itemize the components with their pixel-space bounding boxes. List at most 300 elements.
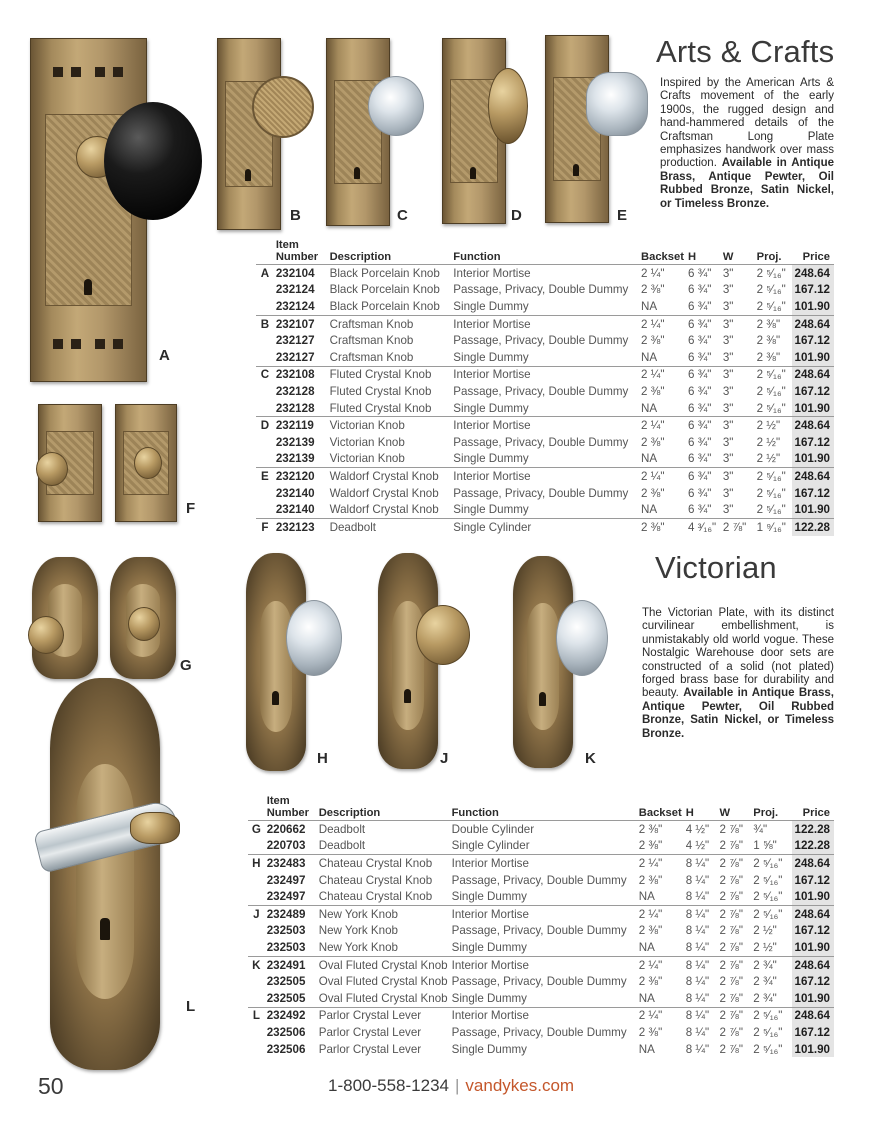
lever-rose-icon xyxy=(130,812,180,844)
price: 248.64 xyxy=(792,366,834,383)
row-letter xyxy=(256,501,274,518)
height: 8 ¼" xyxy=(685,924,710,938)
backset: NA xyxy=(638,1042,655,1056)
height: 6 ¾" xyxy=(686,315,721,332)
function: Single Dummy xyxy=(453,503,529,517)
description: Black Porcelain Knob xyxy=(328,265,452,282)
row-letter xyxy=(248,990,265,1007)
width: 3" xyxy=(722,299,734,313)
description: Fluted Crystal Knob xyxy=(329,401,432,415)
description: New York Knob xyxy=(317,905,450,922)
description: Chateau Crystal Knob xyxy=(317,855,450,872)
price: 248.64 xyxy=(792,905,834,922)
item-number: 232140 xyxy=(275,486,315,500)
projection: 2 ⁵⁄₁₆" xyxy=(756,503,786,517)
height: 6 ¾" xyxy=(687,452,712,466)
header-w: W xyxy=(721,240,755,265)
row-letter xyxy=(248,838,265,855)
item-number: 232128 xyxy=(275,384,315,398)
backset: 2 ⅜" xyxy=(638,975,663,989)
product-image-g-cylinder xyxy=(110,557,176,679)
width: 3" xyxy=(722,384,734,398)
projection: 2 ⁵⁄₁₆" xyxy=(755,468,793,485)
table-row xyxy=(248,939,834,956)
price: 248.64 xyxy=(792,417,834,434)
item-number: 232124 xyxy=(275,299,315,313)
item-number: 232505 xyxy=(266,975,306,989)
width: 2 ⅞" xyxy=(719,1042,743,1056)
function: Passage, Privacy, Double Dummy xyxy=(453,283,629,297)
price: 167.12 xyxy=(792,383,834,400)
price: 167.12 xyxy=(792,923,834,940)
description: Fluted Crystal Knob xyxy=(329,384,432,398)
image-letter-f: F xyxy=(186,500,196,517)
description: Craftsman Knob xyxy=(328,315,452,332)
function: Interior Mortise xyxy=(450,855,637,872)
backset: NA xyxy=(638,991,655,1005)
projection: 2 ⁵⁄₁₆" xyxy=(756,384,786,398)
row-letter xyxy=(248,872,265,889)
description: Parlor Crystal Lever xyxy=(318,1042,422,1056)
description: Waldorf Crystal Knob xyxy=(329,486,439,500)
backset: NA xyxy=(641,350,658,364)
image-letter-d: D xyxy=(511,207,522,224)
backset: NA xyxy=(641,503,658,517)
table-row xyxy=(256,468,834,485)
height: 8 ¼" xyxy=(685,991,710,1005)
height: 6 ¾" xyxy=(687,503,712,517)
function: Single Cylinder xyxy=(451,839,530,853)
table-row xyxy=(256,298,834,315)
backset: NA xyxy=(638,940,655,954)
table-row xyxy=(256,485,834,502)
function: Passage, Privacy, Double Dummy xyxy=(453,384,629,398)
function: Passage, Privacy, Double Dummy xyxy=(453,334,629,348)
function: Passage, Privacy, Double Dummy xyxy=(451,975,627,989)
function: Passage, Privacy, Double Dummy xyxy=(453,435,629,449)
row-letter xyxy=(256,434,274,451)
projection: 2 ⁵⁄₁₆" xyxy=(753,873,783,887)
table-row xyxy=(248,821,834,838)
header-price: Price xyxy=(792,796,834,821)
projection: 2 ⁵⁄₁₆" xyxy=(751,905,792,922)
function: Single Dummy xyxy=(451,991,527,1005)
item-number: 232489 xyxy=(265,905,317,922)
section-title-victorian: Victorian xyxy=(655,550,777,585)
height: 6 ¾" xyxy=(687,334,712,348)
item-number: 232483 xyxy=(265,855,317,872)
item-number: 220662 xyxy=(265,821,317,838)
width: 2 ⅞" xyxy=(717,855,751,872)
function: Passage, Privacy, Double Dummy xyxy=(451,873,627,887)
row-letter xyxy=(256,383,274,400)
projection: 2 ⅜" xyxy=(756,334,781,348)
item-number: 232506 xyxy=(266,1042,306,1056)
row-letter xyxy=(248,1041,265,1058)
row-letter: K xyxy=(248,956,265,973)
function: Single Dummy xyxy=(451,940,527,954)
price: 248.64 xyxy=(792,956,834,973)
price: 101.90 xyxy=(792,1041,834,1058)
backset: 2 ⅜" xyxy=(641,334,665,348)
projection: 2 ½" xyxy=(753,940,777,954)
price: 101.90 xyxy=(792,888,834,905)
function: Interior Mortise xyxy=(450,905,637,922)
deadbolt-knob-icon xyxy=(28,616,64,654)
projection: 2 ⁵⁄₁₆" xyxy=(756,401,786,415)
height: 6 ¾" xyxy=(687,435,712,449)
height: 8 ¼" xyxy=(684,905,718,922)
backset: 2 ¼" xyxy=(639,265,686,282)
width: 3" xyxy=(722,503,734,517)
website-link[interactable]: vandykes.com xyxy=(465,1076,575,1095)
height: 6 ¾" xyxy=(686,366,721,383)
width: 3" xyxy=(721,366,755,383)
fluted-crystal-knob-icon xyxy=(368,76,424,136)
table-row xyxy=(256,349,834,366)
table-row xyxy=(248,872,834,889)
victorian-intro xyxy=(642,607,834,741)
description: New York Knob xyxy=(318,940,398,954)
backset: NA xyxy=(641,299,658,313)
description: Deadbolt xyxy=(318,839,366,853)
table-row xyxy=(256,332,834,349)
table-row xyxy=(248,973,834,990)
width: 3" xyxy=(722,334,734,348)
function: Interior Mortise xyxy=(450,1007,637,1024)
table-row xyxy=(248,855,834,872)
projection: 2 ⁵⁄₁₆" xyxy=(751,1007,792,1024)
table-row xyxy=(248,1041,834,1058)
function: Passage, Privacy, Double Dummy xyxy=(451,1025,627,1039)
backset: NA xyxy=(638,890,655,904)
image-letter-k: K xyxy=(585,750,596,767)
header-letter xyxy=(256,240,274,265)
function: Single Dummy xyxy=(453,299,529,313)
footer-contact xyxy=(328,1076,574,1096)
backset: 2 ⅜" xyxy=(638,1025,663,1039)
row-letter: F xyxy=(256,518,274,535)
table-row xyxy=(248,956,834,973)
function: Interior Mortise xyxy=(451,366,639,383)
projection: 2 ⁵⁄₁₆" xyxy=(755,366,793,383)
price: 248.64 xyxy=(792,1007,834,1024)
width: 3" xyxy=(722,283,734,297)
table-row xyxy=(256,400,834,417)
height: 6 ¾" xyxy=(686,417,721,434)
description: Chateau Crystal Knob xyxy=(318,873,433,887)
height: 6 ¾" xyxy=(687,283,712,297)
backset: 2 ⅜" xyxy=(638,839,663,853)
price: 122.28 xyxy=(792,821,834,838)
price: 101.90 xyxy=(792,298,834,315)
projection: 2 ½" xyxy=(753,924,777,938)
row-letter xyxy=(256,282,274,299)
description: Craftsman Knob xyxy=(329,334,414,348)
description: Fluted Crystal Knob xyxy=(328,366,452,383)
deadbolt-knob-icon xyxy=(36,452,68,486)
image-letter-j: J xyxy=(440,750,449,767)
table-row xyxy=(248,1007,834,1024)
black-porcelain-knob-icon xyxy=(104,102,202,220)
height: 8 ¼" xyxy=(685,940,710,954)
backset: 2 ¼" xyxy=(637,905,684,922)
header-function: Function xyxy=(451,240,639,265)
item-number: 232127 xyxy=(275,334,315,348)
height: 4 ½" xyxy=(684,821,718,838)
function: Single Dummy xyxy=(453,350,529,364)
item-number: 232120 xyxy=(274,468,328,485)
row-letter: B xyxy=(256,315,274,332)
width: 2 ⅞" xyxy=(719,1025,743,1039)
image-letter-g: G xyxy=(180,657,192,674)
row-letter xyxy=(248,973,265,990)
price: 167.12 xyxy=(792,485,834,502)
section-title-arts-crafts: Arts & Crafts xyxy=(656,34,835,69)
function: Interior Mortise xyxy=(451,315,639,332)
projection: 2 ¾" xyxy=(753,991,777,1005)
projection: 2 ⁵⁄₁₆" xyxy=(756,486,786,500)
backset: 2 ⅜" xyxy=(638,924,663,938)
row-letter: L xyxy=(248,1007,265,1024)
projection: 2 ⅜" xyxy=(755,315,793,332)
item-number: 232139 xyxy=(275,452,315,466)
oval-fluted-crystal-knob-icon xyxy=(556,600,608,676)
item-number: 232497 xyxy=(266,890,306,904)
height: 8 ¼" xyxy=(684,956,718,973)
row-letter: H xyxy=(248,855,265,872)
function: Interior Mortise xyxy=(451,417,639,434)
row-letter xyxy=(256,451,274,468)
victorian-intro-text: The Victorian Plate, with its distinct curvilinear embellishment, is unmistakably old world vogue. These Nostalgic Warehouse door sets are constructed of a solid (not plated) forged brass base for durability and beauty. xyxy=(642,607,834,700)
width: 3" xyxy=(722,435,734,449)
item-number: 232107 xyxy=(274,315,328,332)
item-number: 232127 xyxy=(275,350,315,364)
price: 167.12 xyxy=(792,282,834,299)
function: Double Cylinder xyxy=(450,821,637,838)
function: Single Dummy xyxy=(451,890,527,904)
description: New York Knob xyxy=(318,924,398,938)
table-row xyxy=(256,383,834,400)
image-letter-a: A xyxy=(159,347,170,364)
price: 122.28 xyxy=(792,838,834,855)
header-description: Description xyxy=(317,796,450,821)
projection: 1 ⁹⁄₁₆" xyxy=(755,518,793,535)
table-row xyxy=(248,990,834,1007)
price: 101.90 xyxy=(792,939,834,956)
item-number: 232503 xyxy=(266,924,306,938)
row-letter xyxy=(248,939,265,956)
arts-crafts-spec-table xyxy=(256,240,834,536)
item-number: 232505 xyxy=(266,991,306,1005)
description: Oval Fluted Crystal Knob xyxy=(318,991,448,1005)
width: 2 ⅞" xyxy=(719,924,743,938)
table-row xyxy=(248,905,834,922)
table-row xyxy=(248,888,834,905)
height: 8 ¼" xyxy=(685,873,710,887)
backset: 2 ⅜" xyxy=(639,518,686,535)
width: 2 ⅞" xyxy=(719,890,743,904)
item-number: 232139 xyxy=(275,435,315,449)
function: Single Dummy xyxy=(453,452,529,466)
description: Parlor Crystal Lever xyxy=(318,1025,422,1039)
row-letter xyxy=(248,923,265,940)
projection: ¾" xyxy=(751,821,792,838)
header-h: H xyxy=(684,796,718,821)
row-letter xyxy=(248,888,265,905)
function: Single Cylinder xyxy=(451,518,639,535)
price: 101.90 xyxy=(792,501,834,518)
description: Black Porcelain Knob xyxy=(329,283,440,297)
new-york-knob-icon xyxy=(416,605,470,665)
width: 3" xyxy=(721,417,755,434)
item-number: 232104 xyxy=(274,265,328,282)
width: 2 ⅞" xyxy=(717,956,751,973)
header-h: H xyxy=(686,240,721,265)
row-letter: G xyxy=(248,821,265,838)
header-letter xyxy=(248,796,265,821)
height: 6 ¾" xyxy=(687,350,712,364)
craftsman-knob-icon xyxy=(252,76,314,138)
row-letter: J xyxy=(248,905,265,922)
projection: 2 ¾" xyxy=(751,956,792,973)
victorian-knob-icon xyxy=(488,68,528,144)
width: 2 ⅞" xyxy=(721,518,755,535)
chateau-crystal-knob-icon xyxy=(286,600,342,676)
width: 3" xyxy=(721,265,755,282)
height: 8 ¼" xyxy=(685,1042,710,1056)
product-image-f-cylinder xyxy=(115,404,177,522)
function: Interior Mortise xyxy=(450,956,637,973)
row-letter xyxy=(248,1024,265,1041)
price: 122.28 xyxy=(792,518,834,535)
width: 2 ⅞" xyxy=(717,821,751,838)
price: 101.90 xyxy=(792,990,834,1007)
table-row xyxy=(256,434,834,451)
width: 2 ⅞" xyxy=(717,1007,751,1024)
description: Waldorf Crystal Knob xyxy=(329,503,439,517)
header-function: Function xyxy=(450,796,637,821)
price: 167.12 xyxy=(792,973,834,990)
width: 3" xyxy=(722,401,734,415)
width: 2 ⅞" xyxy=(717,905,751,922)
price: 248.64 xyxy=(792,315,834,332)
price: 101.90 xyxy=(792,349,834,366)
height: 6 ¾" xyxy=(687,486,712,500)
width: 3" xyxy=(721,315,755,332)
table-row xyxy=(248,923,834,940)
price: 248.64 xyxy=(792,855,834,872)
row-letter xyxy=(256,298,274,315)
backset: 2 ⅜" xyxy=(638,873,663,887)
item-number: 232108 xyxy=(274,366,328,383)
projection: 1 ⅝" xyxy=(753,839,777,853)
backset: 2 ⅜" xyxy=(641,384,665,398)
item-number: 232491 xyxy=(265,956,317,973)
table-row xyxy=(256,315,834,332)
description: Deadbolt xyxy=(328,518,452,535)
height: 8 ¼" xyxy=(684,855,718,872)
backset: 2 ⅜" xyxy=(641,486,665,500)
item-number: 232140 xyxy=(275,503,315,517)
item-number: 232119 xyxy=(274,417,328,434)
projection: 2 ⁵⁄₁₆" xyxy=(753,1042,783,1056)
row-letter xyxy=(256,400,274,417)
function: Passage, Privacy, Double Dummy xyxy=(453,486,629,500)
table-row xyxy=(256,265,834,282)
description: Black Porcelain Knob xyxy=(329,299,440,313)
height: 6 ¾" xyxy=(687,401,712,415)
projection: 2 ¾" xyxy=(753,975,777,989)
row-letter: E xyxy=(256,468,274,485)
page-number: 50 xyxy=(38,1073,64,1099)
price: 101.90 xyxy=(792,451,834,468)
height: 4 ³⁄₁₆" xyxy=(686,518,721,535)
price: 101.90 xyxy=(792,400,834,417)
height: 8 ¼" xyxy=(685,975,710,989)
image-letter-l: L xyxy=(186,998,196,1015)
header-backset: Backset xyxy=(637,796,684,821)
projection: 2 ⁵⁄₁₆" xyxy=(753,890,783,904)
row-letter: D xyxy=(256,417,274,434)
width: 3" xyxy=(722,486,734,500)
backset: 2 ⅜" xyxy=(641,283,665,297)
item-number: 232506 xyxy=(266,1025,306,1039)
price: 248.64 xyxy=(792,265,834,282)
image-letter-h: H xyxy=(317,750,328,767)
height: 8 ¼" xyxy=(685,890,710,904)
table-row xyxy=(248,838,834,855)
row-letter: C xyxy=(256,366,274,383)
height: 8 ¼" xyxy=(685,1025,710,1039)
description: Oval Fluted Crystal Knob xyxy=(317,956,450,973)
projection: 2 ⁵⁄₁₆" xyxy=(753,1025,783,1039)
projection: 2 ⅜" xyxy=(756,350,781,364)
item-number: 232123 xyxy=(274,518,328,535)
description: Chateau Crystal Knob xyxy=(318,890,433,904)
price: 248.64 xyxy=(792,468,834,485)
backset: 2 ¼" xyxy=(637,855,684,872)
table-row xyxy=(256,417,834,434)
row-letter xyxy=(256,349,274,366)
table-row xyxy=(256,282,834,299)
function: Single Dummy xyxy=(451,1042,527,1056)
height: 6 ¾" xyxy=(686,468,721,485)
description: Victorian Knob xyxy=(328,417,452,434)
item-number: 232497 xyxy=(266,873,306,887)
description: Parlor Crystal Lever xyxy=(317,1007,450,1024)
table-row xyxy=(256,451,834,468)
image-letter-e: E xyxy=(617,207,628,224)
description: Waldorf Crystal Knob xyxy=(328,468,452,485)
header-price: Price xyxy=(792,240,834,265)
table-row xyxy=(248,1024,834,1041)
arts-crafts-availability: Available in Antique Brass, Antique Pewter, Oil Rubbed Bronze, Satin Nickel, or Timeless Bronze. xyxy=(660,157,834,210)
victorian-spec-table xyxy=(248,796,834,1057)
description: Craftsman Knob xyxy=(329,350,414,364)
function: Interior Mortise xyxy=(451,468,639,485)
arts-crafts-intro-text: Inspired by the American Arts & Crafts movement of the early 1900s, the rugged design and hand-hammered details of the Craftsman Long Plate emphasizes handwork over mass production. xyxy=(660,77,834,170)
backset: 2 ⅜" xyxy=(641,435,665,449)
backset: NA xyxy=(641,452,658,466)
function: Single Dummy xyxy=(453,401,529,415)
description: Victorian Knob xyxy=(329,452,405,466)
table-row xyxy=(256,518,834,535)
waldorf-crystal-knob-icon xyxy=(586,72,648,136)
height: 6 ¾" xyxy=(687,299,712,313)
table-row xyxy=(256,366,834,383)
product-image-c xyxy=(326,38,390,226)
